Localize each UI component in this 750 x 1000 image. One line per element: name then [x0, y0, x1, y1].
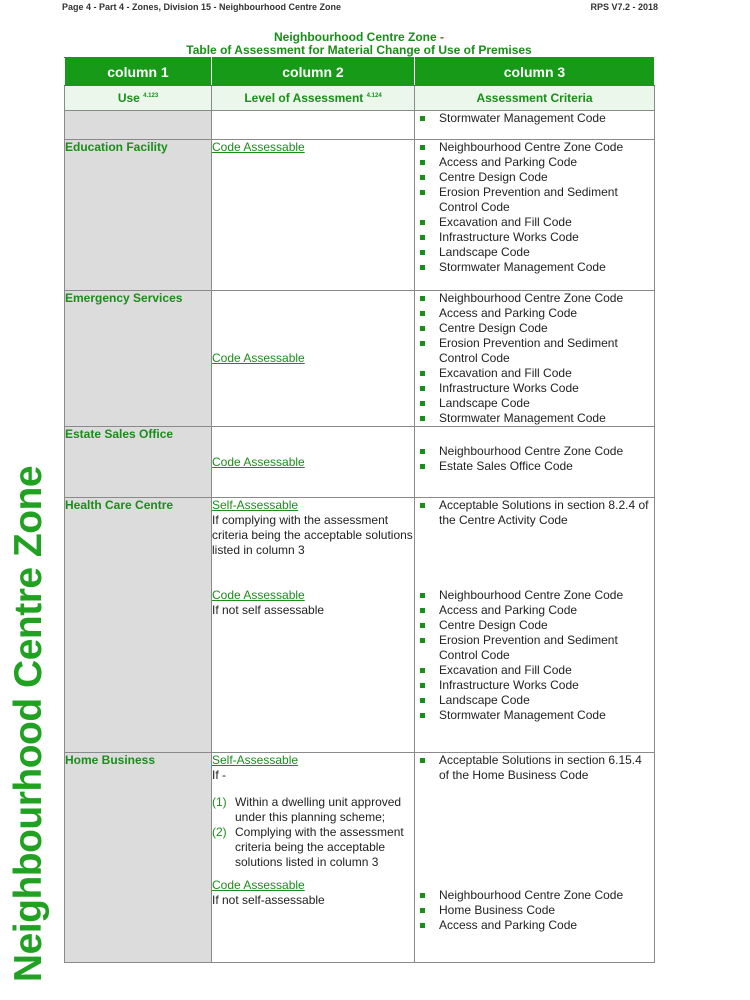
self-assessable-link[interactable]: Self-Assessable	[212, 753, 299, 767]
level-header-label: Level of Assessment	[244, 91, 364, 105]
criteria-item: Infrastructure Works Code	[415, 230, 654, 245]
criteria-item: Access and Parking Code	[415, 603, 654, 618]
page-header-left: Page 4 - Part 4 - Zones, Division 15 - Neighbourhood Centre Zone	[62, 2, 342, 12]
criteria-item: Erosion Prevention and Sediment Control Code	[415, 185, 654, 215]
table-row-health-care-centre	[65, 498, 655, 753]
criteria-header: Assessment Criteria	[415, 86, 655, 111]
condition-number: (1)	[212, 795, 227, 809]
criteria-list	[415, 588, 654, 723]
criteria-cell	[415, 291, 655, 427]
column-1-header: column 1	[65, 58, 212, 86]
criteria-item: Stormwater Management Code	[415, 411, 654, 426]
level-cell	[212, 111, 415, 140]
criteria-list	[415, 140, 654, 275]
assessment-table	[64, 57, 655, 963]
page-header-right: RPS V7.2 - 2018	[590, 2, 658, 12]
criteria-list	[415, 444, 654, 474]
criteria-item: Acceptable Solutions in section 6.15.4 of the Home Business Code	[415, 753, 654, 783]
criteria-cell	[415, 427, 655, 498]
criteria-item: Access and Parking Code	[415, 306, 654, 321]
use-cell: Emergency Services	[65, 291, 212, 427]
criteria-item: Centre Design Code	[415, 170, 654, 185]
table-row-home-business	[65, 753, 655, 963]
criteria-item: Stormwater Management Code	[415, 260, 654, 275]
criteria-item: Estate Sales Office Code	[415, 459, 654, 474]
criteria-list	[415, 888, 654, 933]
criteria-item: Neighbourhood Centre Zone Code	[415, 588, 654, 603]
criteria-item: Landscape Code	[415, 245, 654, 260]
table-title-line2: Table of Assessment for Material Change of Use of Premises	[186, 43, 532, 57]
criteria-item: Access and Parking Code	[415, 155, 654, 170]
criteria-list	[415, 291, 654, 426]
criteria-item: Neighbourhood Centre Zone Code	[415, 291, 654, 306]
criteria-item: Excavation and Fill Code	[415, 215, 654, 230]
criteria-item: Acceptable Solutions in section 8.2.4 of the Centre Activity Code	[415, 498, 654, 528]
code-assessable-link[interactable]: Code Assessable	[212, 454, 305, 469]
use-header-label: Use	[117, 91, 140, 105]
table-row-continued	[65, 111, 655, 140]
criteria-item: Centre Design Code	[415, 321, 654, 336]
level-cell	[212, 498, 415, 753]
code-assessable-link[interactable]: Code Assessable	[212, 878, 305, 892]
criteria-item: Infrastructure Works Code	[415, 381, 654, 396]
column-3-header: column 3	[415, 58, 655, 86]
level-cell	[212, 140, 415, 291]
code-assessable-link[interactable]: Code Assessable	[212, 588, 305, 602]
level-cell	[212, 291, 415, 427]
self-assessable-condition: If -	[212, 768, 226, 782]
column-header-row	[65, 58, 655, 86]
column-2-header: column 2	[212, 58, 415, 86]
use-cell: Home Business	[65, 753, 212, 963]
criteria-item: Neighbourhood Centre Zone Code	[415, 888, 654, 903]
criteria-list	[415, 753, 654, 783]
self-assessable-condition: If complying with the assessment criteria being the acceptable solutions listed in column 3	[212, 513, 413, 557]
criteria-item: Excavation and Fill Code	[415, 663, 654, 678]
criteria-cell	[415, 111, 655, 140]
code-assessable-link[interactable]: Code Assessable	[212, 351, 305, 365]
criteria-item: Stormwater Management Code	[415, 111, 654, 126]
condition-number: (2)	[212, 825, 227, 839]
criteria-list	[415, 498, 654, 528]
criteria-item: Neighbourhood Centre Zone Code	[415, 444, 654, 459]
level-footnote: 4.124	[366, 93, 382, 99]
criteria-item: Centre Design Code	[415, 618, 654, 633]
use-cell: Estate Sales Office	[65, 427, 212, 498]
table-row-estate-sales-office	[65, 427, 655, 498]
criteria-item: Excavation and Fill Code	[415, 366, 654, 381]
level-cell	[212, 427, 415, 498]
criteria-item: Home Business Code	[415, 903, 654, 918]
use-cell	[65, 111, 212, 140]
self-assessable-link[interactable]: Self-Assessable	[212, 498, 299, 512]
use-cell: Education Facility	[65, 140, 212, 291]
criteria-item: Erosion Prevention and Sediment Control Code	[415, 336, 654, 366]
code-assessable-condition: If not self assessable	[212, 603, 325, 617]
level-cell	[212, 753, 415, 963]
criteria-item: Landscape Code	[415, 396, 654, 411]
table-row-education-facility	[65, 140, 655, 291]
condition-item	[212, 795, 414, 825]
criteria-item: Erosion Prevention and Sediment Control Code	[415, 633, 654, 663]
criteria-item: Landscape Code	[415, 693, 654, 708]
side-label	[7, 465, 50, 983]
code-assessable-condition: If not self-assessable	[212, 893, 325, 907]
condition-text: Within a dwelling unit approved under this planning scheme;	[235, 795, 402, 824]
side-label-text: Neighbourhood Centre Zone	[7, 465, 50, 983]
table-title-line1: Neighbourhood Centre Zone -	[274, 30, 444, 44]
criteria-cell	[415, 753, 655, 963]
table-row-emergency-services	[65, 291, 655, 427]
criteria-list	[415, 111, 654, 126]
criteria-item: Stormwater Management Code	[415, 708, 654, 723]
criteria-item: Infrastructure Works Code	[415, 678, 654, 693]
criteria-cell	[415, 498, 655, 753]
criteria-cell	[415, 140, 655, 291]
condition-text: Complying with the assessment criteria being the acceptable solutions listed in column 3	[235, 825, 404, 869]
code-assessable-link[interactable]: Code Assessable	[212, 140, 305, 154]
subheader-row	[65, 86, 655, 111]
condition-item	[212, 825, 414, 870]
criteria-item: Neighbourhood Centre Zone Code	[415, 140, 654, 155]
use-cell: Health Care Centre	[65, 498, 212, 753]
use-footnote: 4.123	[143, 93, 159, 99]
use-header	[65, 86, 212, 111]
criteria-item: Access and Parking Code	[415, 918, 654, 933]
level-header	[212, 86, 415, 111]
